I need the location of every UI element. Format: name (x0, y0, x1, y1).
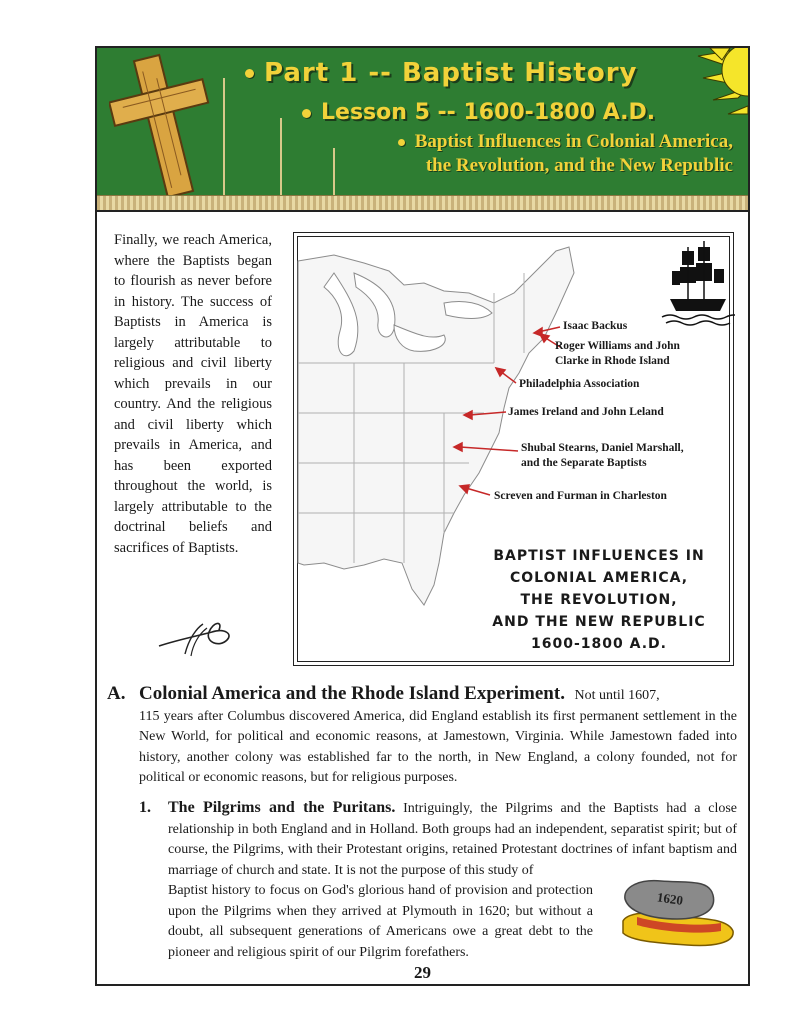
bullet-icon (302, 109, 311, 118)
map-label-williams: Roger Williams and John Clarke in Rhode Island (555, 340, 680, 367)
map-label-screven: Screven and Furman in Charleston (494, 490, 667, 502)
page-frame (95, 46, 750, 986)
subsection-number: 1. (139, 799, 151, 816)
map-caption: BAPTIST INFLUENCES IN COLONIAL AMERICA, THE REVOLUTION, AND THE NEW REPUBLIC 1600-1800 A.D. (492, 548, 706, 652)
rock-year-label: 1620 (656, 889, 684, 908)
wooden-cross-icon (109, 48, 219, 210)
subsection-1-text-b: Baptist history to focus on God's glorious hand of provision and protection upon the Pilgrims when they arrived at Plymouth in 1620; but without a doubt, all subsequent generations of Americans owe a great debt to the pioneer and religious spirit of our Pilgrim forefathers. (168, 883, 593, 960)
banner-rule-line (280, 118, 282, 196)
lesson-banner (97, 48, 748, 212)
section-letter: A. (107, 683, 126, 704)
plymouth-rock-icon (617, 873, 735, 949)
map-label-philadelphia: Philadelphia Association (519, 378, 640, 390)
page-number: 29 (414, 963, 431, 982)
subsection-1-text-a: Intriguingly, the Pilgrims and the Baptists had a close relationship in both England and in Holland. Both groups had an independent, separatist spirit; but of course, the Pilgrims, with their Protestant origins, retained Protestant doctrines of infant baptism and marriage of church and state. It is not the purpose of this study of (168, 801, 737, 878)
map-label-ireland: James Ireland and John Leland (508, 406, 664, 418)
part-title: Part 1 -- Baptist History (245, 58, 637, 88)
map-label-backus: Isaac Backus (563, 320, 628, 332)
banner-rule-line (333, 148, 335, 196)
bullet-icon (245, 69, 254, 78)
section-a-heading: Colonial America and the Rhode Island Experiment. (139, 683, 565, 704)
map-label-stearns: Shubal Stearns, Daniel Marshall, and the Separate Baptists (521, 442, 684, 469)
banner-rule-line (223, 78, 225, 196)
intro-paragraph: Finally, we reach America, where the Baptists began to flourish as never before in history. The success of Baptists in America is largely attributable to religious and civil liberty which prevails in our country. And the religious and civil liberty which prevails in America, and has been exported throughout the world, is largely attributable to the doctrinal beliefs and sacrifices of Baptists. (114, 232, 272, 556)
lesson-subtitle: Baptist Influences in Colonial America, the Revolution, and the New Republic (353, 130, 733, 178)
sun-icon (658, 48, 748, 118)
bullet-icon (398, 139, 405, 146)
section-a-heading-line (139, 684, 737, 707)
section-a-body: 115 years after Columbus discovered America, did England establish its first permanent settlement in the New World, for political and economic reasons, at Jamestown, Virginia. While Jamestown faded into history, another colony was established far to the north, in New England, a colony founded, not for political or economic reasons, but for religious purposes. (139, 708, 737, 785)
flourish-ornament-icon (157, 618, 237, 658)
section-a (107, 684, 737, 789)
subsection-1-heading: The Pilgrims and the Puritans. (168, 799, 396, 816)
colonial-map (293, 232, 734, 666)
lesson-title: Lesson 5 -- 1600-1800 A.D. (302, 100, 655, 125)
sailing-ship-icon (662, 241, 735, 325)
banner-ruler (97, 195, 748, 210)
section-a-first-line: Not until 1607, (574, 688, 660, 703)
